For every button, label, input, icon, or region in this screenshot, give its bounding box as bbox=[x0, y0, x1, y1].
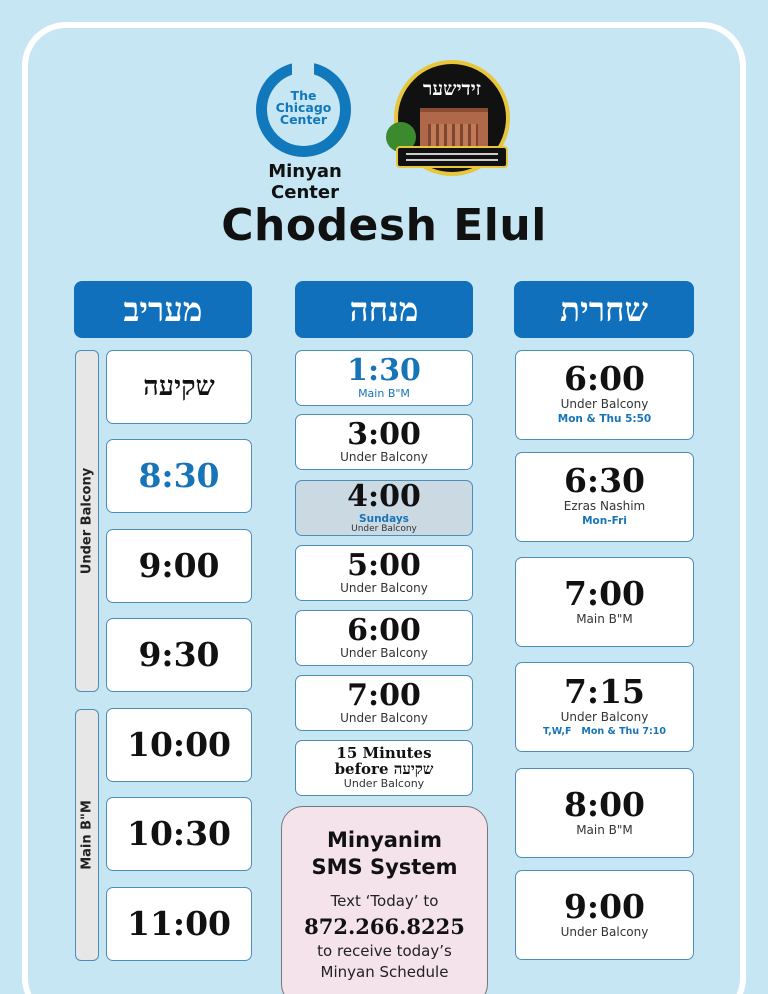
time-label: 10:00 bbox=[126, 724, 232, 764]
chicago-center-logo bbox=[232, 60, 378, 203]
time-label: 4:00 bbox=[347, 479, 421, 515]
shacharis-card bbox=[515, 452, 694, 542]
location-label: Main B"M bbox=[358, 386, 410, 400]
logo-title: זידישער bbox=[423, 78, 481, 100]
time-label: 6:00 bbox=[347, 612, 421, 648]
time-label: 10:30 bbox=[126, 813, 232, 853]
logo-text-line: Chicago bbox=[275, 100, 332, 115]
maariv-card bbox=[106, 708, 252, 782]
sms-text: Text ‘Today’ to bbox=[330, 892, 439, 910]
mincha-card-highlighted bbox=[295, 480, 473, 536]
time-label: 9:00 bbox=[563, 887, 646, 927]
page-title: Chodesh Elul bbox=[221, 200, 547, 251]
shacharis-card bbox=[515, 662, 694, 752]
day-note: Mon & Thu 5:50 bbox=[557, 412, 652, 425]
sms-title-line: SMS System bbox=[311, 855, 458, 879]
sms-title-line: Minyanim bbox=[327, 828, 442, 852]
maariv-card bbox=[106, 797, 252, 871]
header-shacharis: שחרית bbox=[514, 281, 694, 338]
mincha-card bbox=[295, 414, 473, 470]
time-label: שקיעה bbox=[143, 370, 215, 402]
time-label: 1:30 bbox=[347, 353, 421, 389]
time-label: 5:00 bbox=[347, 547, 421, 583]
location-label: Under Balcony bbox=[351, 523, 417, 534]
location-label: Main B"M bbox=[576, 822, 633, 837]
time-label: 9:00 bbox=[138, 545, 220, 585]
time-label: 7:00 bbox=[563, 574, 646, 614]
time-label: 6:00 bbox=[563, 359, 646, 399]
group-label-text: Under Balcony bbox=[79, 467, 95, 575]
header-mincha: מנחה bbox=[295, 281, 473, 338]
group-label-main-bm bbox=[75, 709, 99, 961]
location-label: Under Balcony bbox=[343, 776, 425, 790]
time-label: 9:30 bbox=[138, 634, 220, 674]
time-label: before שקיעה bbox=[334, 759, 434, 778]
day-note: T,W,F Mon & Thu 7:10 bbox=[542, 725, 667, 737]
logo-text-line: Center bbox=[279, 112, 328, 127]
sms-info-box bbox=[281, 806, 488, 994]
location-label: Ezras Nashim bbox=[563, 498, 646, 513]
location-label: Under Balcony bbox=[340, 450, 428, 465]
location-label: Under Balcony bbox=[560, 924, 649, 939]
time-label: 8:30 bbox=[138, 455, 220, 495]
shacharis-card bbox=[515, 768, 694, 858]
time-label: 7:15 bbox=[563, 672, 646, 712]
time-label: 3:00 bbox=[347, 416, 421, 452]
sms-text: to receive today’s bbox=[317, 942, 452, 960]
time-label: 7:00 bbox=[347, 677, 421, 713]
time-label: 11:00 bbox=[126, 903, 232, 943]
location-label: Under Balcony bbox=[340, 646, 428, 661]
mincha-card bbox=[295, 350, 473, 406]
location-label: Under Balcony bbox=[560, 709, 649, 724]
time-label: 15 Minutes bbox=[336, 744, 432, 763]
mincha-card bbox=[295, 545, 473, 601]
mincha-card bbox=[295, 610, 473, 666]
time-label: 6:30 bbox=[563, 461, 646, 501]
shacharis-card bbox=[515, 350, 694, 440]
logo-subtitle: Minyan Center bbox=[268, 161, 342, 203]
group-label-text: Main B"M bbox=[79, 800, 95, 870]
location-label: Main B"M bbox=[576, 611, 633, 626]
maariv-card bbox=[106, 887, 252, 961]
maariv-card bbox=[106, 618, 252, 692]
location-label: Under Balcony bbox=[340, 581, 428, 596]
day-note: Mon-Fri bbox=[582, 514, 627, 527]
maariv-card bbox=[106, 529, 252, 603]
maariv-card bbox=[106, 439, 252, 513]
shacharis-card bbox=[515, 557, 694, 647]
location-label: Under Balcony bbox=[340, 711, 428, 726]
shacharis-card bbox=[515, 870, 694, 960]
header-maariv: מעריב bbox=[74, 281, 252, 338]
sms-text: Minyan Schedule bbox=[320, 963, 449, 981]
mincha-card bbox=[295, 740, 473, 796]
logo-banner bbox=[396, 146, 508, 168]
location-label: Under Balcony bbox=[560, 396, 649, 411]
day-note: Sundays bbox=[359, 512, 409, 525]
maariv-card bbox=[106, 350, 252, 424]
group-label-under-balcony bbox=[75, 350, 99, 692]
logo-text-line: The bbox=[290, 88, 317, 103]
sms-phone-number: 872.266.8225 bbox=[304, 914, 465, 939]
mincha-card bbox=[295, 675, 473, 731]
time-label: 8:00 bbox=[563, 785, 646, 825]
shul-logo bbox=[386, 58, 516, 182]
